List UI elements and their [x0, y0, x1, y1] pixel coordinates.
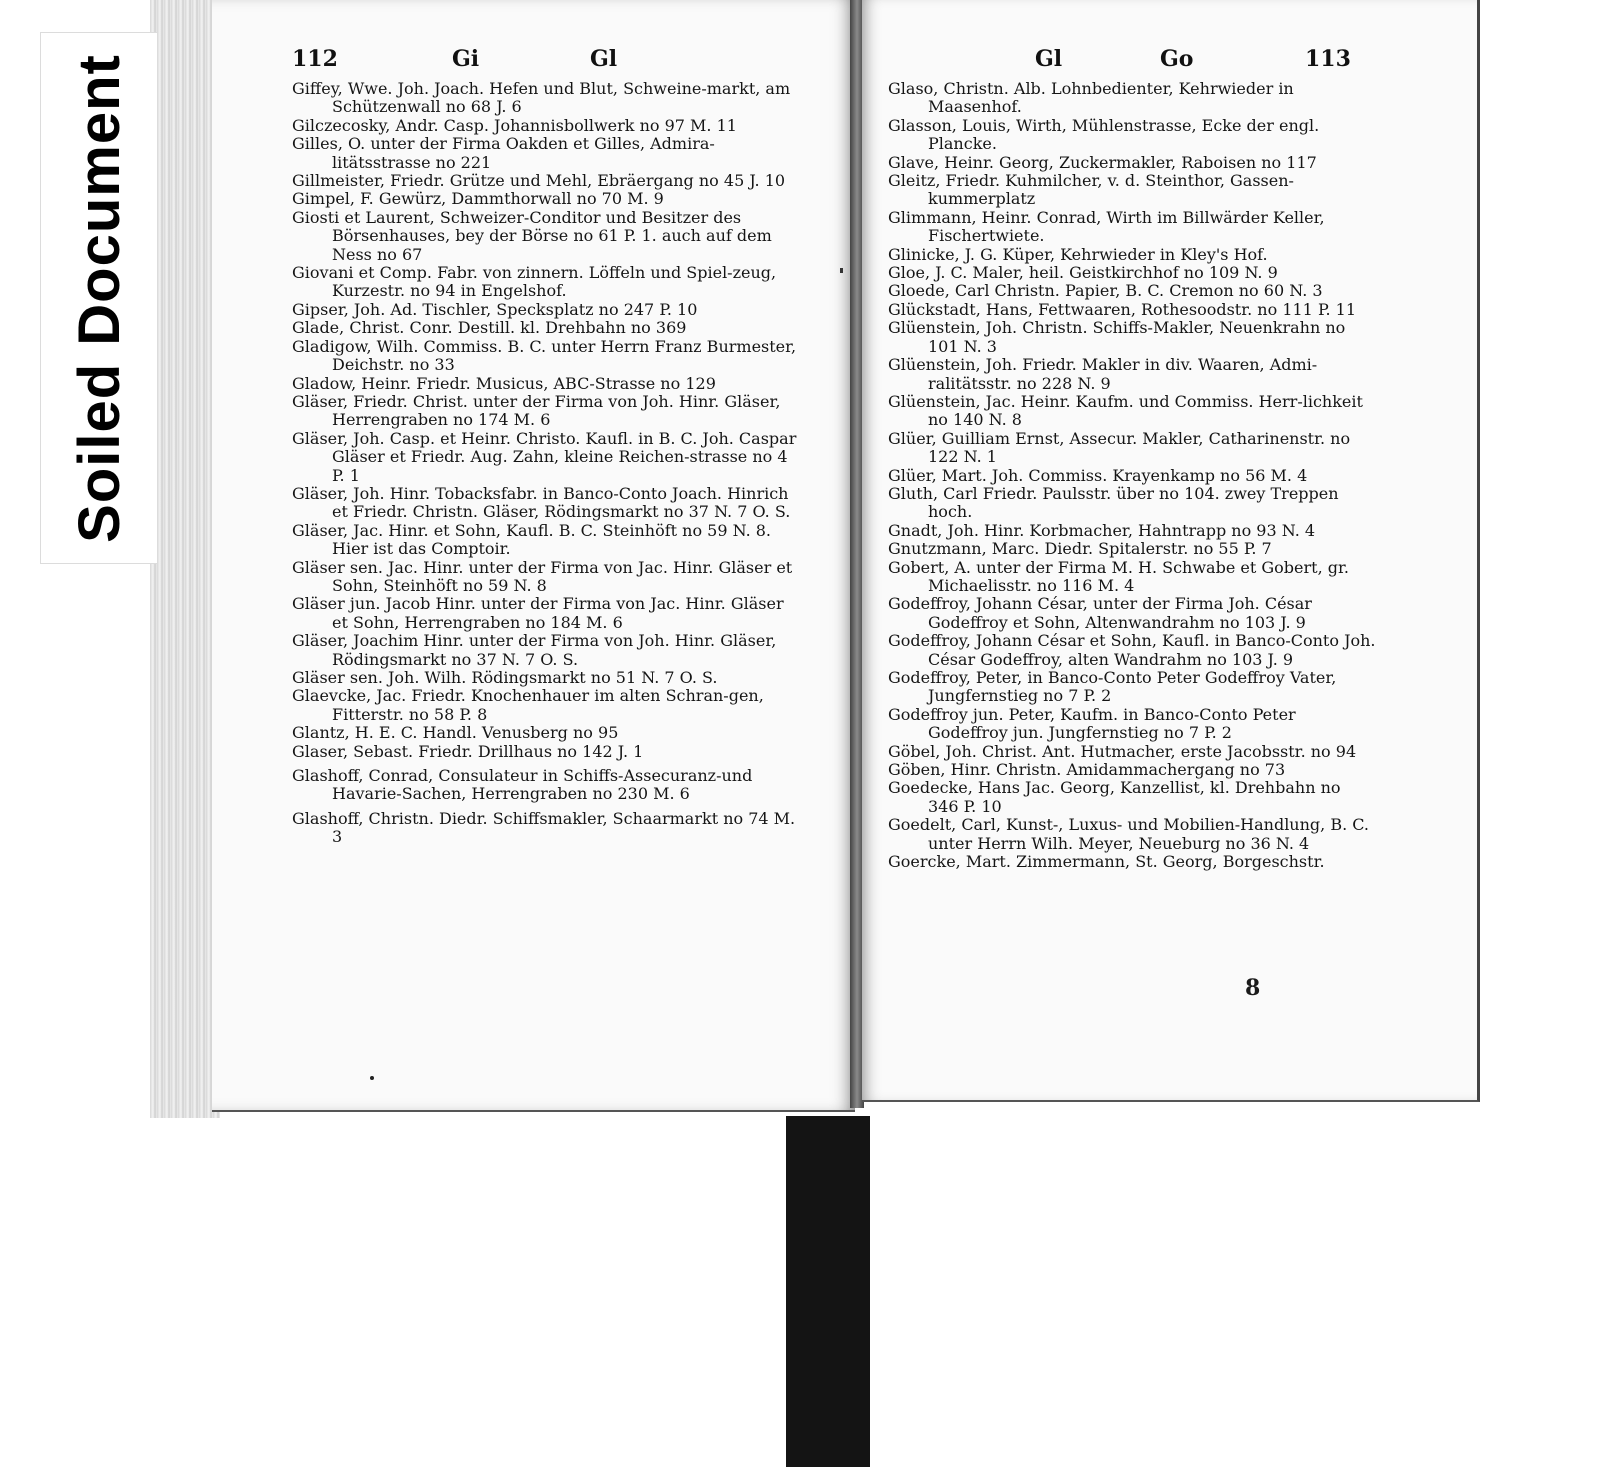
left-headword-1: Gi [452, 46, 480, 72]
printer-signature-mark: 8 [1245, 975, 1261, 1001]
directory-entry: Gleitz, Friedr. Kuhmilcher, v. d. Steinthor, Gassen-kummerplatz [888, 171, 1294, 209]
directory-entry: Glüenstein, Joh. Christn. Schiffs-Makler, Neuenkrahn no 101 N. 3 [888, 318, 1346, 356]
directory-entry: Gläser sen. Joh. Wilh. Rödingsmarkt no 51 N. 7 O. S. [292, 668, 718, 687]
directory-entry: Gläser, Joachim Hinr. unter der Firma von Joh. Hinr. Gläser, Rödingsmarkt no 37 N. 7 O. S. [292, 631, 777, 669]
directory-entry: Glaevcke, Jac. Friedr. Knochenhauer im alten Schran-gen, Fitterstr. no 58 P. 8 [292, 686, 764, 724]
directory-entry: Gläser, Joh. Casp. et Heinr. Christo. Kaufl. in B. C. Joh. Caspar Gläser et Friedr. Aug. Zahn, kleine Reichen-strasse no 4 P. 1 [292, 428, 797, 485]
directory-entry: Glaser, Sebast. Friedr. Drillhaus no 142 J. 1 [292, 741, 644, 761]
directory-entry: Glimmann, Heinr. Conrad, Wirth im Billwärder Keller, Fischertwiete. [888, 207, 1325, 246]
directory-entry: Godeffroy, Johann César, unter der Firma Joh. César Godeffroy et Sohn, Altenwandrahm no 103 J. 9 [888, 594, 1312, 632]
directory-entry: Gimpel, F. Gewürz, Dammthorwall no 70 M. 9 [292, 189, 664, 209]
directory-entry: Godeffroy jun. Peter, Kaufm. in Banco-Conto Peter Godeffroy jun. Jungfernstieg no 7 P. 2 [888, 704, 1296, 743]
directory-entry: Gläser, Friedr. Christ. unter der Firma von Joh. Hinr. Gläser, Herrengraben no 174 M. 6 [292, 391, 781, 430]
directory-entry: Gobert, A. unter der Firma M. H. Schwabe et Gobert, gr. Michaelisstr. no 116 M. 4 [888, 557, 1349, 595]
directory-entry: Gillmeister, Friedr. Grütze und Mehl, Ebräergang no 45 J. 10 [292, 171, 786, 191]
directory-entry: Gnutzmann, Marc. Diedr. Spitalerstr. no 55 P. 7 [888, 539, 1272, 559]
directory-entry: Godeffroy, Peter, in Banco-Conto Peter Godeffroy Vater, Jungfernstieg no 7 P. 2 [888, 668, 1337, 706]
directory-entry: Gläser sen. Jac. Hinr. unter der Firma von Jac. Hinr. Gläser et Sohn, Steinhöft no 59 N. 8 [292, 557, 793, 595]
left-page-number: 112 [292, 46, 338, 72]
directory-entry: Giovani et Comp. Fabr. von zinnern. Löffeln und Spiel-zeug, Kurzestr. no 94 in Engelshof. [292, 263, 777, 301]
directory-entry: Gilles, O. unter der Firma Oakden et Gilles, Admira-litätsstrasse no 221 [292, 134, 715, 172]
directory-entry: Glave, Heinr. Georg, Zuckermakler, Raboisen no 117 [888, 152, 1317, 172]
right-page-text [888, 80, 1376, 871]
directory-entry: Gipser, Joh. Ad. Tischler, Specksplatz no 247 P. 10 [292, 299, 698, 319]
directory-entry: Giosti et Laurent, Schweizer-Conditor und Besitzer des Börsenhauses, bey der Börse no 61 P. 1. auch auf dem Ness no 67 [292, 207, 772, 264]
directory-entry: Glashoff, Conrad, Consulateur in Schiffs-Assecuranz-und Havarie-Sachen, Herrengraben no 230 M. 6 [292, 766, 753, 804]
directory-entry: Goedelt, Carl, Kunst-, Luxus- und Mobilien-Handlung, B. C. unter Herrn Wilh. Meyer, Neueburg no 36 N. 4 [888, 815, 1370, 853]
directory-entry: Giffey, Wwe. Joh. Joach. Hefen und Blut, Schweine-markt, am Schützenwall no 68 J. 6 [292, 79, 791, 117]
directory-entry: Gluth, Carl Friedr. Paulsstr. über no 104. zwey Treppen hoch. [888, 483, 1339, 522]
ink-speck [370, 1076, 374, 1080]
directory-entry: Gloe, J. C. Maler, heil. Geistkirchhof no 109 N. 9 [888, 263, 1278, 283]
directory-entry: Goercke, Mart. Zimmermann, St. Georg, Borgeschstr. [888, 852, 1325, 872]
directory-entry: Godeffroy, Johann César et Sohn, Kaufl. in Banco-Conto Joh. César Godeffroy, alten Wandrahm no 103 J. 9 [888, 631, 1376, 669]
directory-entry: Glinicke, J. G. Küper, Kehrwieder in Kley's Hof. [888, 244, 1268, 264]
right-page-number: 113 [1305, 46, 1351, 72]
directory-entry: Glüenstein, Joh. Friedr. Makler in div. Waaren, Admi-ralitätsstr. no 228 N. 9 [888, 355, 1318, 393]
directory-entry: Gladigow, Wilh. Commiss. B. C. unter Herrn Franz Burmester, Deichstr. no 33 [292, 336, 797, 375]
directory-entry: Gläser, Jac. Hinr. et Sohn, Kaufl. B. C. Steinhöft no 59 N. 8. Hier ist das Comptoir. [292, 520, 772, 559]
directory-entry: Glüenstein, Jac. Heinr. Kaufm. und Commiss. Herr-lichkeit no 140 N. 8 [888, 391, 1363, 430]
directory-entry: Gläser, Joh. Hinr. Tobacksfabr. in Banco-Conto Joach. Hinrich et Friedr. Christn. Gläser, Rödingsmarkt no 37 N. 7 O. S. [292, 483, 791, 522]
directory-entry: Glashoff, Christn. Diedr. Schiffsmakler, Schaarmarkt no 74 M. 3 [292, 808, 796, 847]
directory-entry: Glasson, Louis, Wirth, Mühlenstrasse, Ecke der engl. Plancke. [888, 115, 1320, 154]
left-headword-2: Gl [590, 46, 618, 72]
directory-entry: Glantz, H. E. C. Handl. Venusberg no 95 [292, 723, 619, 743]
book-page-edges [150, 0, 220, 1118]
directory-entry: Gilczecosky, Andr. Casp. Johannisbollwerk no 97 M. 11 [292, 115, 737, 135]
right-headword-1: Gl [1035, 46, 1063, 72]
directory-entry: Gladow, Heinr. Friedr. Musicus, ABC-Strasse no 129 [292, 373, 716, 393]
directory-entry: Göbel, Joh. Christ. Ant. Hutmacher, erste Jacobsstr. no 94 [888, 741, 1357, 761]
left-page-text [292, 80, 797, 847]
ink-speck [840, 268, 843, 273]
directory-entry: Glüer, Guilliam Ernst, Assecur. Makler, Catharinenstr. no 122 N. 1 [888, 428, 1351, 467]
bookmark-ribbon [786, 1116, 870, 1467]
directory-entry: Goedecke, Hans Jac. Georg, Kanzellist, kl. Drehbahn no 346 P. 10 [888, 778, 1341, 816]
directory-entry: Glüer, Mart. Joh. Commiss. Krayenkamp no 56 M. 4 [888, 465, 1308, 485]
directory-entry: Gnadt, Joh. Hinr. Korbmacher, Hahntrapp no 93 N. 4 [888, 520, 1316, 540]
directory-entry: Gläser jun. Jacob Hinr. unter der Firma von Jac. Hinr. Gläser et Sohn, Herrengraben no 184 M. 6 [292, 594, 784, 632]
right-headword-2: Go [1160, 46, 1194, 72]
document-label-tab [40, 32, 158, 564]
directory-entry: Glückstadt, Hans, Fettwaaren, Rothesoodstr. no 111 P. 11 [888, 299, 1356, 319]
directory-entry: Glaso, Christn. Alb. Lohnbedienter, Kehrwieder in Maasenhof. [888, 79, 1294, 117]
directory-entry: Glade, Christ. Conr. Destill. kl. Drehbahn no 369 [292, 318, 687, 338]
directory-entry: Gloede, Carl Christn. Papier, B. C. Cremon no 60 N. 3 [888, 281, 1323, 301]
directory-entry: Göben, Hinr. Christn. Amidammachergang no 73 [888, 760, 1286, 780]
document-label-text: Soiled Document [66, 53, 132, 543]
